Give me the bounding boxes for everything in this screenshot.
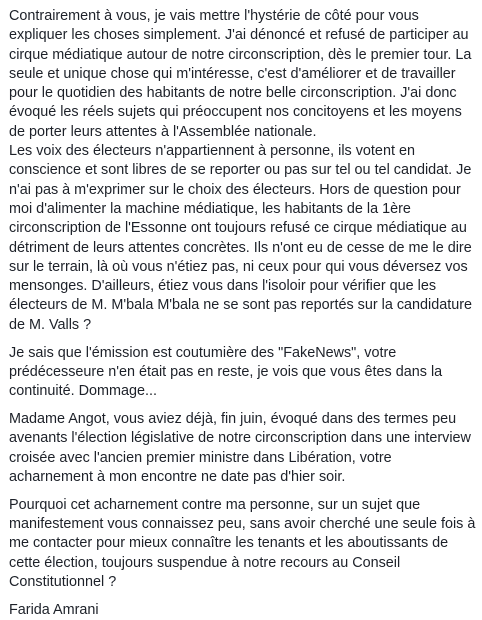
text-line: de M. Valls ? (9, 316, 92, 333)
text-line: Pourquoi cet acharnement contre ma personne, sur un sujet que (9, 496, 421, 513)
text-line: avenants l'élection législative de notre circonscription dans une interview (9, 430, 471, 447)
text-line: conscience et sont libres de se reporter ou pas sur tel ou tel candidat. Je (9, 162, 472, 179)
text-line: me contacter pour mieux connaître les tenants et les aboutissants de (9, 535, 449, 552)
paragraph-angot (9, 410, 479, 487)
paragraph-question (9, 496, 479, 592)
signature (9, 601, 479, 620)
text-line: acharnement à mon encontre ne date pas d'hier soir. (9, 468, 346, 485)
text-line: croisée avec l'ancien premier ministre dans Libération, votre (9, 449, 392, 466)
text-line: Madame Angot, vous aviez déjà, fin juin, évoqué dans des termes peu (9, 410, 457, 427)
paragraph-fakenews (9, 344, 479, 402)
text-line: de porter leurs attentes à l'Assemblée nationale. (9, 123, 317, 140)
text-line: Je sais que l'émission est coutumière des "FakeNews", votre (9, 344, 397, 361)
text-line: cirque médiatique autour de notre circonscription, dès le premier tour. La (9, 46, 472, 63)
text-line: n'ai pas à m'exprimer sur le choix des électeurs. Hors de question pour (9, 181, 461, 198)
signature-name: Farida Amrani (9, 601, 99, 618)
text-line: cette élection, toujours suspendue à notre recours au Conseil (9, 554, 401, 571)
text-line: mensonges. D'ailleurs, étiez vous dans l'isoloir pour vérifier que les (9, 278, 437, 295)
paragraph-main (9, 7, 479, 335)
text-line: manifestement vous connaissez peu, sans avoir cherché une seule fois à (9, 515, 476, 532)
post-body (9, 7, 479, 620)
text-line: sur le terrain, là où vous n'étiez pas, ni ceux pour qui vous déversez vos (9, 258, 468, 275)
text-line: évoqué les réels sujets qui préoccupent nos concitoyens et les moyens (9, 104, 462, 121)
text-line: Contrairement à vous, je vais mettre l'hystérie de côté pour vous (9, 8, 419, 24)
text-line: pour le quotidien des habitants de notre belle circonscription. J'ai donc (9, 85, 457, 102)
text-line: circonscription de l'Essonne ont toujours refusé ce cirque médiatique au (9, 220, 467, 237)
text-line: seule et unique chose qui m'intéresse, c'est d'améliorer et de travailler (9, 65, 456, 82)
text-line: prédécesseure n'en était pas en reste, je vois que vous êtes dans la (9, 363, 443, 380)
text-line: Les voix des électeurs n'appartiennent à personne, ils votent en (9, 143, 415, 160)
text-line: continuité. Dommage... (9, 383, 157, 400)
text-line: moi d'alimenter la machine médiatique, les habitants de la 1ère (9, 200, 411, 217)
text-line: détriment de leurs attentes concrètes. Ils n'ont eu de cesse de me le dire (9, 239, 472, 256)
text-line: Constitutionnel ? (9, 573, 117, 590)
text-line: expliquer les choses simplement. J'ai dénoncé et refusé de participer au (9, 27, 469, 44)
text-line: électeurs de M. M'bala M'bala ne se sont pas reportés sur la candidature (9, 297, 473, 314)
